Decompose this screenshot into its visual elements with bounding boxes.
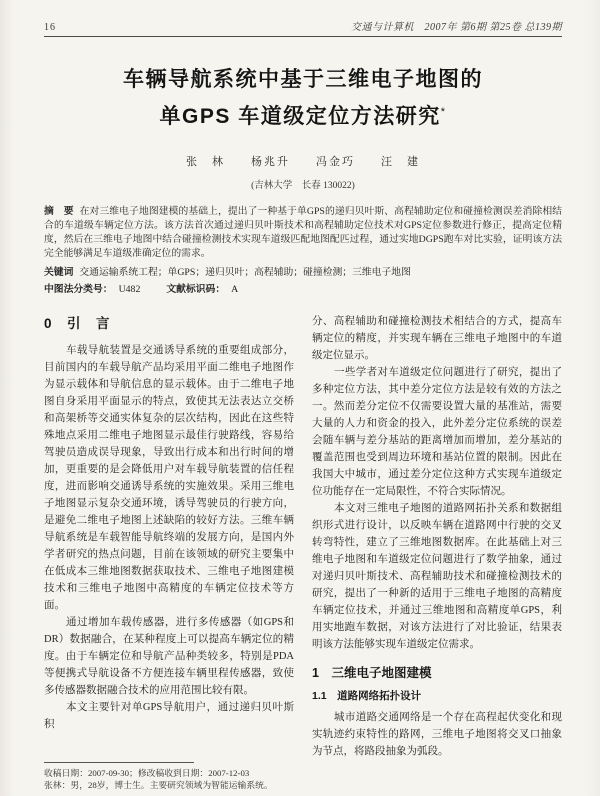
journal-info: 交通与计算机 2007年 第6期 第25卷 总139期 [351, 22, 562, 33]
keywords-text: 交通运输系统工程；单GPS；递归贝叶；高程辅助；碰撞检测；三维电子地图 [79, 267, 411, 278]
two-column-body [44, 313, 562, 760]
body-paragraph: 通过增加车载传感器，进行多传感器（如GPS和DR）数据融合，在某种程度上可以提高车辆定位的精度。由于车辆定位和导航产品种类较多，特别是PDA等便携式导航设备不方便连接车辆里程传感器，致使多传感器数据融合技术的应用范围比较有限。 [44, 617, 294, 696]
footnote-divider [44, 762, 194, 763]
keywords-label: 关键词 [44, 267, 74, 278]
header-divider [44, 36, 562, 37]
clc-value: U482 [118, 284, 141, 295]
clc-label: 中图法分类号： [44, 284, 113, 295]
page-number: 16 [44, 22, 56, 33]
classification-line [44, 283, 562, 297]
page-header [44, 18, 562, 33]
authors-line: 张 林 杨兆升 冯金巧 汪 建 [186, 156, 420, 168]
intro-section-heading: 0 引 言 [44, 316, 111, 331]
abstract-block [44, 205, 562, 261]
section1-heading: 1 三维电子地图建模 [312, 666, 432, 680]
title-footnote-star: * [440, 106, 447, 118]
right-column [312, 313, 562, 760]
body-paragraph: 本文对三维电子地图的道路网拓扑关系和数据组织形式进行设计，以反映车辆在道路网中行驶的交叉转弯特性，建立了三维地图数据库。在此基础上对三维电子地图和车道级定位问题进行了数学抽象，通过对递归贝叶斯技术、高程辅助技术和碰撞检测技术的研究，提出了一种新的适用于三维电子地图的高精度车辆定位技术，并通过三维地图和高精度单GPS，利用实地跑车数据，对该方法进行了对比验证，结果表明该方法能够实现车道级定位需求。 [312, 503, 562, 650]
affiliation-line: (吉林大学 长春 130022) [251, 181, 355, 191]
body-paragraph: 车载导航装置是交通诱导系统的重要组成部分，目前国内的车载导航产品均采用平面二维电子地图作为显示载体和导航信息的显示载体。由于二维电子地图自身采用平面显示的特点，致使其无法表达立交桥和高架桥等交通实体复杂的层次结构，因此在这些特殊地点采用二维电子地图显示最佳行驶路线，容易给驾驶员造成误导现象，导致出行成本和出行时间的增加，更重要的是会降低用户对车载导航装置的信任程度，进而影响交通诱导系统的实施效果。采用三维电子地图显示复杂交通环境，诱导驾驶员的行驶方向，是避免二维电子地图上述缺陷的较好方法。三维车辆导航系统是车载智能导航终端的发展方向，是国内外学者研究的热点问题，目前在该领域的研究主要集中在低成本三维地图数据获取技术、三维电子地图建模技术和三维电子地图中高精度的车辆定位技术等方面。 [44, 345, 294, 611]
doc-code-value: A [231, 284, 239, 295]
author-bio-line: 张林：男，28岁，博士生。主要研究领域为智能运输系统。 [44, 780, 273, 790]
abstract-label: 摘 要 [44, 206, 74, 217]
section1-1-heading: 1.1 道路网络拓扑设计 [312, 690, 422, 702]
body-paragraph-continued: 分、高程辅助和碰撞检测技术相结合的方式，提高车辆定位的精度，并实现车辆在三维电子地图中的车道级定位显示。 [312, 316, 562, 361]
title-line-1: 车辆导航系统中基于三维电子地图的 [123, 68, 483, 91]
body-paragraph: 本文主要针对单GPS导航用户，通过递归贝叶斯积 [44, 702, 294, 730]
paper-title [44, 63, 562, 133]
body-paragraph: 一些学者对车道级定位问题进行了研究，提出了多种定位方法，其中差分定位方法是较有效的方法之一。然而差分定位不仅需要设置大量的基准站，需要大量的人力和资金的投入，此外差分定位系统的误差会随车辆与差分基站的距离增加而增加，差分基站的覆盖范围也受到周边环境和基站位置的限制。因此在我国大中城市，通过差分定位这种方式实现车道级定位功能存在一定局限性，不符合实际情况。 [312, 367, 562, 497]
abstract-text: 在对三维电子地图建模的基础上，提出了一种基于单GPS的递归贝叶斯、高程辅助定位和碰撞检测误差消除相结合的车道级车辆定位方法。该方法首次通过递归贝叶斯技术和高程辅助定位技术对GPS定位参数进行修正，提高定位精度，然后在三维电子地图中结合碰撞检测技术实现车道级匹配地图配匹过程，通过实地DGPS跑车对比实验，证明该方法完全能够满足车道级准确定位的需求。 [44, 206, 563, 259]
title-line-2-text: 单GPS 车道级定位方法研究 [159, 105, 441, 128]
body-paragraph: 城市道路交通网络是一个存在高程起伏变化和现实轨迹约束特性的路网，三维电子地图将交叉口抽象为节点，将路段抽象为弧段。 [312, 712, 562, 757]
doc-code-label: 文献标识码： [166, 284, 226, 295]
keywords-block [44, 266, 562, 280]
left-column [44, 313, 294, 760]
received-date-line: 收稿日期：2007-09-30；修改稿收到日期：2007-12-03 [44, 768, 250, 778]
footnote-block [44, 762, 314, 791]
title-line-2 [44, 96, 562, 133]
